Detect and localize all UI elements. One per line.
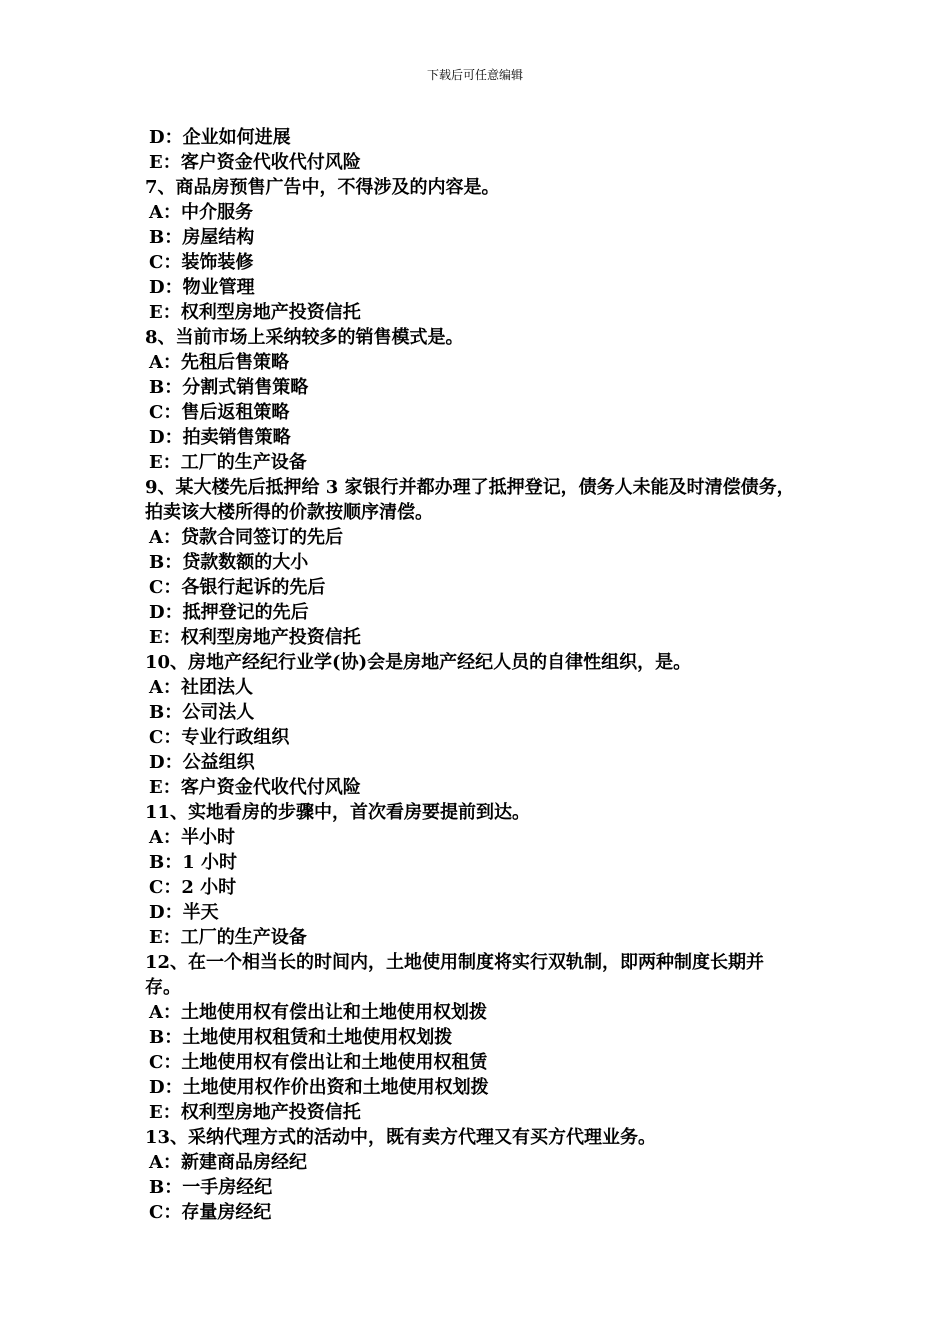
option-line: A：半小时 bbox=[149, 827, 235, 848]
option-line: C：土地使用权有偿出让和土地使用权租赁 bbox=[149, 1052, 488, 1073]
option-line: A：社团法人 bbox=[149, 677, 253, 698]
option-line: B：贷款数额的大小 bbox=[149, 552, 309, 573]
option-line: B：房屋结构 bbox=[149, 227, 255, 248]
option-line: D：抵押登记的先后 bbox=[149, 602, 309, 623]
option-line: B：一手房经纪 bbox=[149, 1177, 273, 1198]
option-line: A：先租后售策略 bbox=[149, 352, 289, 373]
question-line: 拍卖该大楼所得的价款按顺序清偿。 bbox=[145, 502, 433, 523]
option-line: D：物业管理 bbox=[149, 277, 255, 298]
page-header: 下载后可任意编辑 bbox=[426, 68, 523, 82]
option-line: A：贷款合同签订的先后 bbox=[149, 527, 343, 548]
option-line: D：半天 bbox=[149, 902, 219, 923]
option-line: C：售后返租策略 bbox=[149, 402, 290, 423]
option-line: E：权利型房地产投资信托 bbox=[149, 1102, 361, 1123]
option-line: C：专业行政组织 bbox=[149, 727, 290, 748]
question-line: 存。 bbox=[145, 977, 181, 998]
question-line: 12、在一个相当长的时间内，土地使用制度将实行双轨制，即两种制度长期并 bbox=[145, 952, 765, 973]
option-line: E：工厂的生产设备 bbox=[149, 927, 307, 948]
option-line: D：土地使用权作价出资和土地使用权划拨 bbox=[149, 1077, 489, 1098]
question-line: 7、商品房预售广告中，不得涉及的内容是。 bbox=[145, 177, 500, 198]
option-line: C：存量房经纪 bbox=[149, 1202, 272, 1223]
option-line: A：土地使用权有偿出让和土地使用权划拨 bbox=[149, 1002, 487, 1023]
question-line: 11、实地看房的步骤中，首次看房要提前到达。 bbox=[145, 802, 531, 823]
question-line: 13、采纳代理方式的活动中，既有卖方代理又有买方代理业务。 bbox=[145, 1127, 657, 1148]
option-line: C：装饰装修 bbox=[149, 252, 254, 273]
question-line: 9、某大楼先后抵押给 3 家银行并都办理了抵押登记，债务人未能及时清偿债务， bbox=[145, 477, 795, 498]
option-line: C：各银行起诉的先后 bbox=[149, 577, 326, 598]
option-line: B：1 小时 bbox=[149, 852, 238, 873]
option-line: D：企业如何进展 bbox=[149, 127, 291, 148]
option-line: D：拍卖销售策略 bbox=[149, 427, 291, 448]
option-line: C：2 小时 bbox=[149, 877, 237, 898]
option-line: A：新建商品房经纪 bbox=[149, 1152, 307, 1173]
option-line: A：中介服务 bbox=[149, 202, 253, 223]
option-line: E：客户资金代收代付风险 bbox=[149, 152, 361, 173]
option-line: E：客户资金代收代付风险 bbox=[149, 777, 361, 798]
option-line: E：工厂的生产设备 bbox=[149, 452, 307, 473]
option-line: D：公益组织 bbox=[149, 752, 255, 773]
option-line: B：土地使用权租赁和土地使用权划拨 bbox=[149, 1027, 453, 1048]
question-line: 10、房地产经纪行业学(协)会是房地产经纪人员的自律性组织，是。 bbox=[145, 652, 692, 673]
question-line: 8、当前市场上采纳较多的销售模式是。 bbox=[145, 327, 464, 348]
option-line: E：权利型房地产投资信托 bbox=[149, 627, 361, 648]
option-line: B：分割式销售策略 bbox=[149, 377, 309, 398]
option-line: B：公司法人 bbox=[149, 702, 255, 723]
document-body bbox=[145, 125, 825, 1225]
option-line: E：权利型房地产投资信托 bbox=[149, 302, 361, 323]
